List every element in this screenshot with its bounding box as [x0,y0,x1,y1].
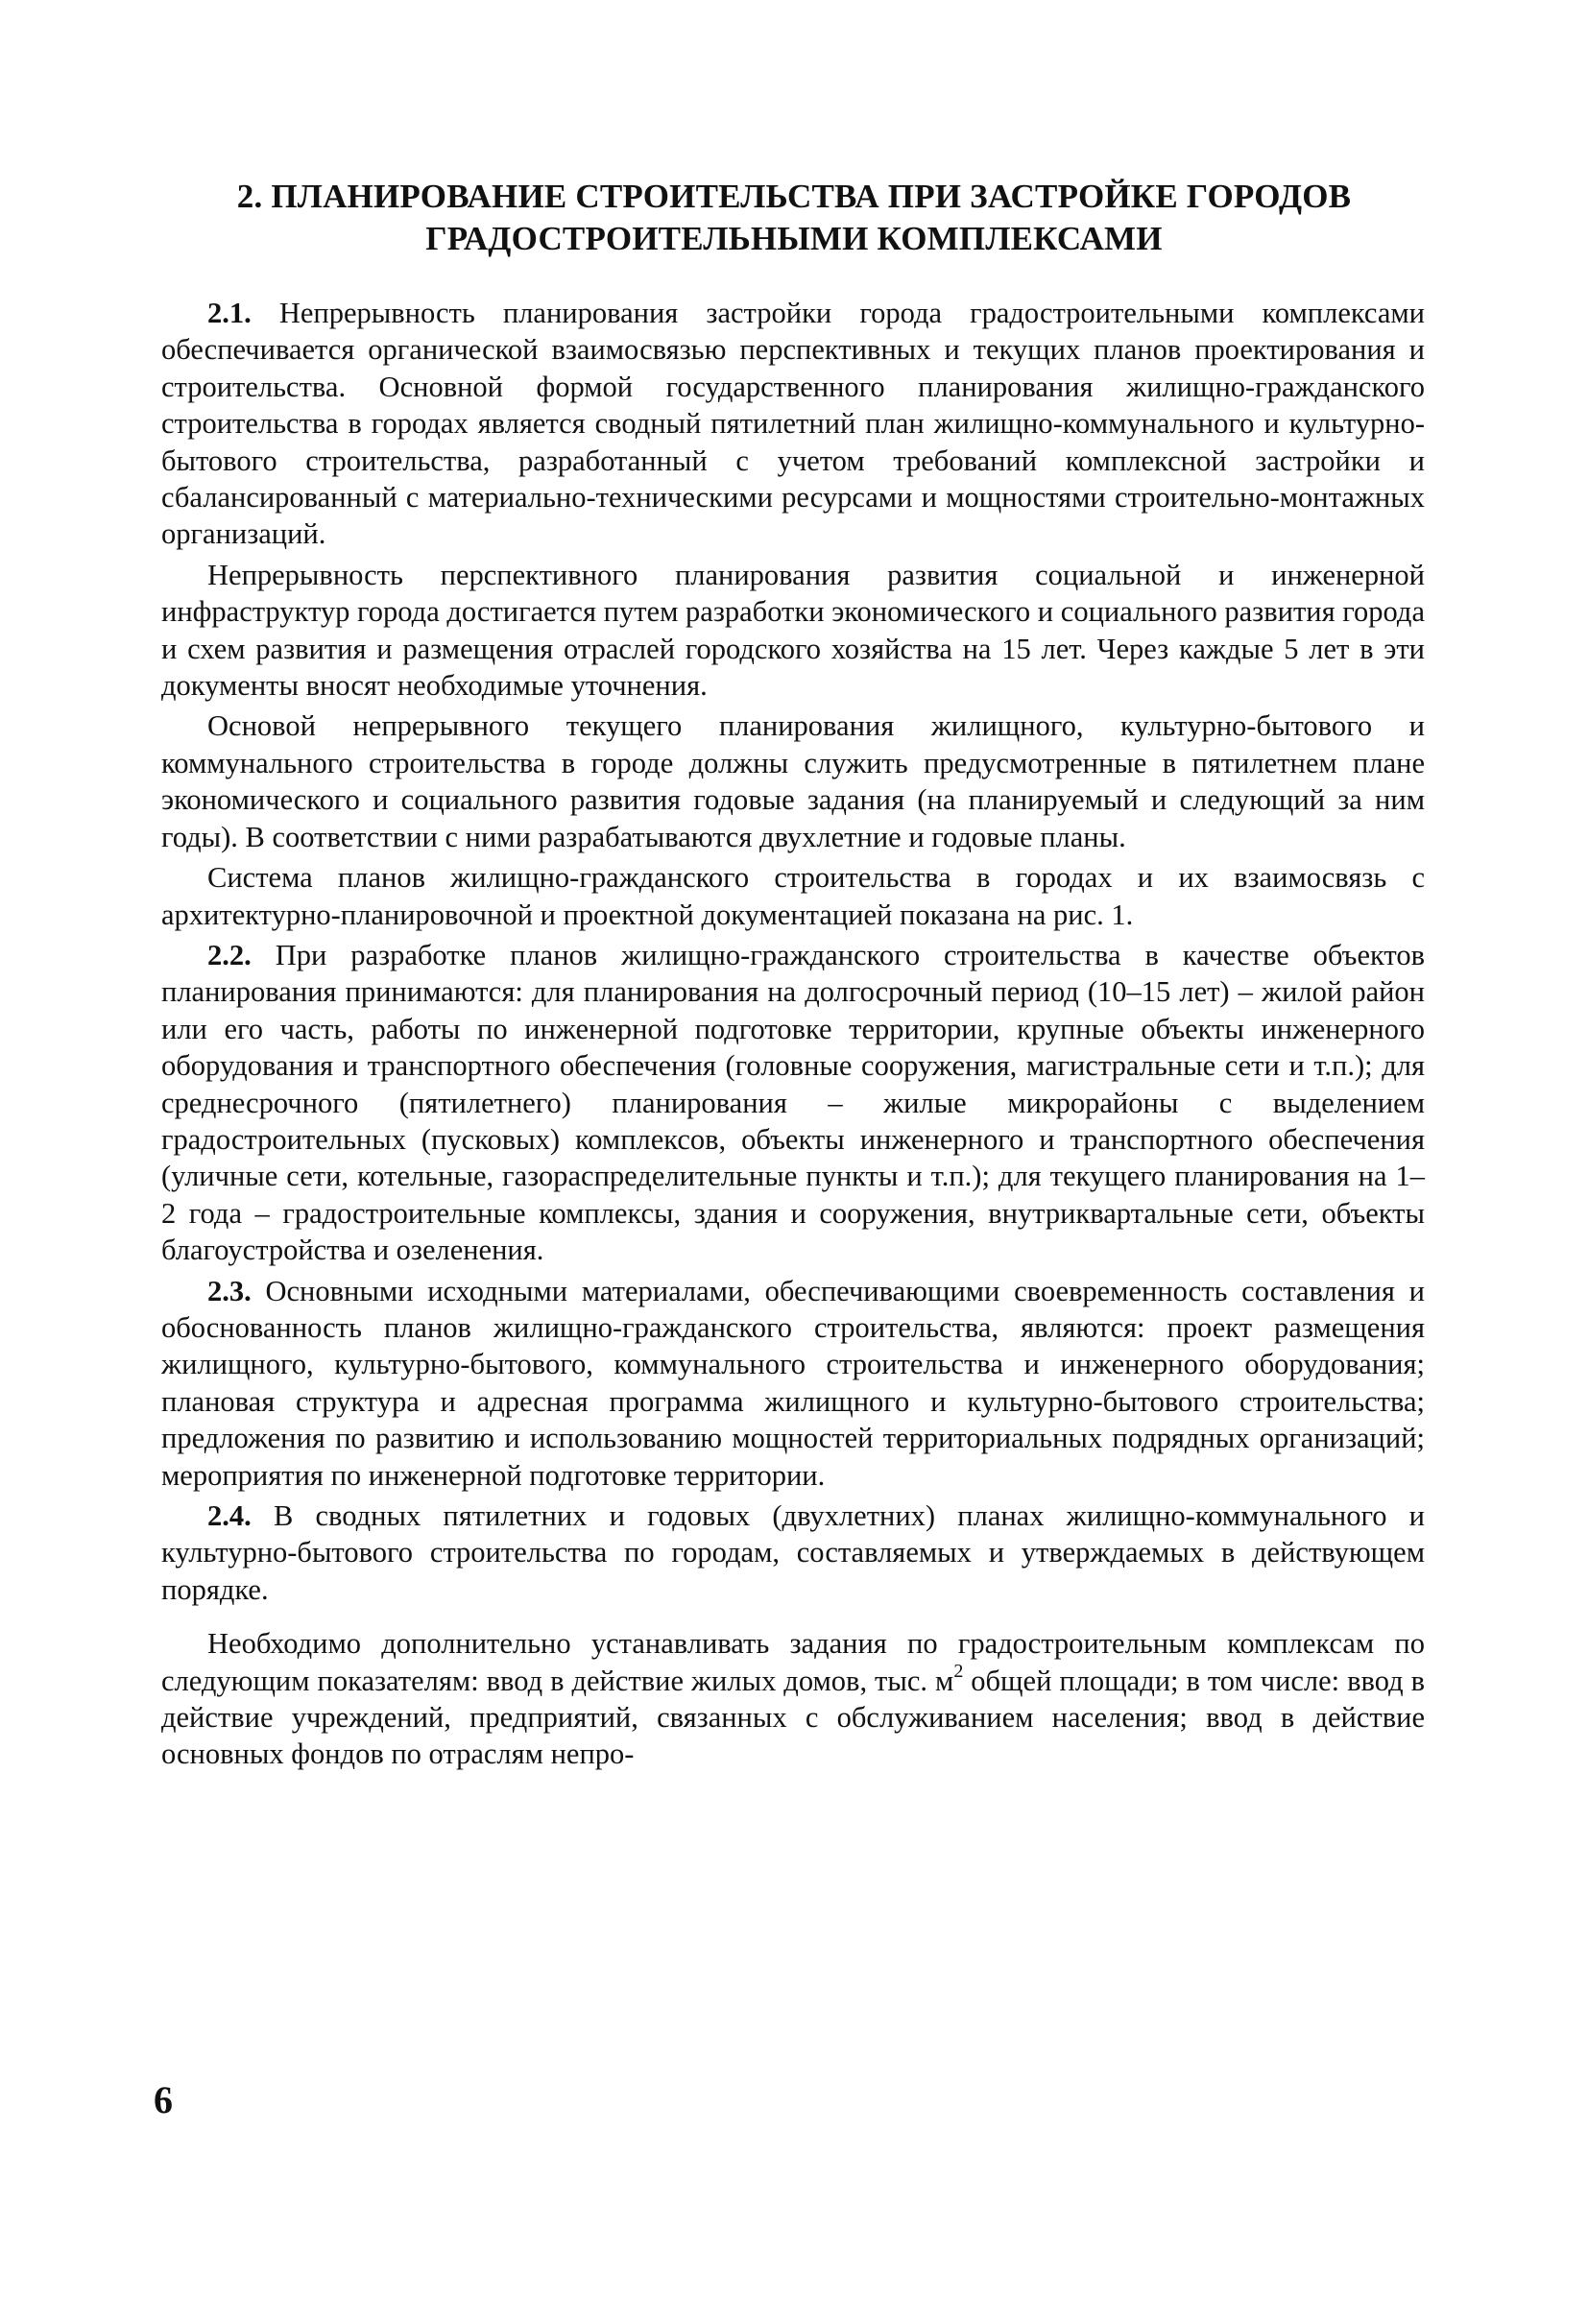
section-heading-line-2: ГРАДОСТРОИТЕЛЬНЫМИ КОМПЛЕКСАМИ [425,220,1163,257]
paragraph-text: Система планов жилищно-гражданского строительства в городах и их взаимосвязь с архитектурно-планировочной и проектной документацией показана на рис. 1. [161,861,1425,931]
paragraph-text-continued: общей площади; в том числе: ввод в действие учреждений, предприятий, связанных с обслуживанием населения; ввод в действие основных фондов по отраслям непро- [161,1664,1425,1771]
superscript: 2 [953,1660,964,1682]
clause-number: 2.4. [207,1499,252,1532]
paragraph-text: Непрерывность планирования застройки города градостроительными комплексами обеспечивается органической взаимосвязью перспективных и текущих планов проектирования и строительства. Основной формой государственного планирования жилищно-гражданского строительства в городах является сводный пятилетний план жилищно-коммунального и культурно-бытового строительства, разработанный с учетом требований комплексной застройки и сбалансированный с материально-техническими ресурсами и мощностями строительно-монтажных организаций. [161,297,1425,551]
paragraph-2-2 [161,937,1425,1269]
paragraph-2-4 [161,1497,1425,1608]
paragraph-text: Непрерывность перспективного планирования развития социальной и инженерной инфраструктур города достигается путем разработки экономического и социального развития города и схем развития и размещения отраслей городского хозяйства на 15 лет. Через каждые 5 лет в эти документы вносят необходимые уточнения. [161,558,1425,703]
page-number: 6 [154,2078,173,2121]
paragraph [161,859,1425,933]
body-text [161,295,1425,1777]
paragraph-text: Необходимо дополнительно устанавливать задания по градостроительным комплексам по следующим показателям: ввод в действие жилых домов, тыс. м [161,1627,1425,1697]
paragraph-text: При разработке планов жилищно-гражданского строительства в качестве объектов планирования принимаются: для планирования на долгосрочный период (10–15 лет) – жилой район или его часть, работы по инженерной подготовке территории, крупные объекты инженерного оборудования и транспортного обеспечения (головные сооружения, магистральные сети и т.п.); для среднесрочного (пятилетнего) планирования – жилые микрорайоны с выделением градостроительных (пусковых) комплексов, объекты инженерного и транспортного обеспечения (уличные сети, котельные, газораспределительные пункты и т.п.); для текущего планирования на 1–2 года – градостроительные комплексы, здания и сооружения, внутриквартальные сети, объекты благоустройства и озеленения. [161,938,1425,1267]
paragraph-2-3 [161,1273,1425,1494]
clause-number: 2.2. [207,938,252,971]
paragraph-text: Основными исходными материалами, обеспечивающими своевременность составления и обоснованность планов жилищно-гражданского строительства, являются: проект размещения жилищного, культурно-бытового, коммунального строительства и инженерного оборудования; плановая структура и адресная программа жилищного и культурно-бытового строительства; предложения по развитию и использованию мощностей территориальных подрядных организаций; мероприятия по инженерной подготовке территории. [161,1274,1425,1492]
paragraph [161,557,1425,705]
paragraph [161,1625,1425,1773]
clause-number: 2.3. [207,1274,252,1307]
section-heading-line-1: 2. ПЛАНИРОВАНИЕ СТРОИТЕЛЬСТВА ПРИ ЗАСТРОЙКЕ ГОРОДОВ [236,178,1352,215]
paragraph-text: В сводных пятилетних и годовых (двухлетних) планах жилищно-коммунального и культурно-бытового строительства по городам, составляемых и утверждаемых в действующем порядке. [161,1499,1425,1606]
clause-number: 2.1. [207,297,252,329]
paragraph [161,707,1425,855]
section-heading [144,176,1444,260]
paragraph-2-1 [161,295,1425,553]
paragraph-text: Основой непрерывного текущего планирования жилищного, культурно-бытового и коммунального строительства в городе должны служить предусмотренные в пятилетнем плане экономического и социального развития годовые задания (на планируемый и следующий за ним годы). В соответствии с ними разрабатываются двухлетние и годовые планы. [161,709,1425,853]
